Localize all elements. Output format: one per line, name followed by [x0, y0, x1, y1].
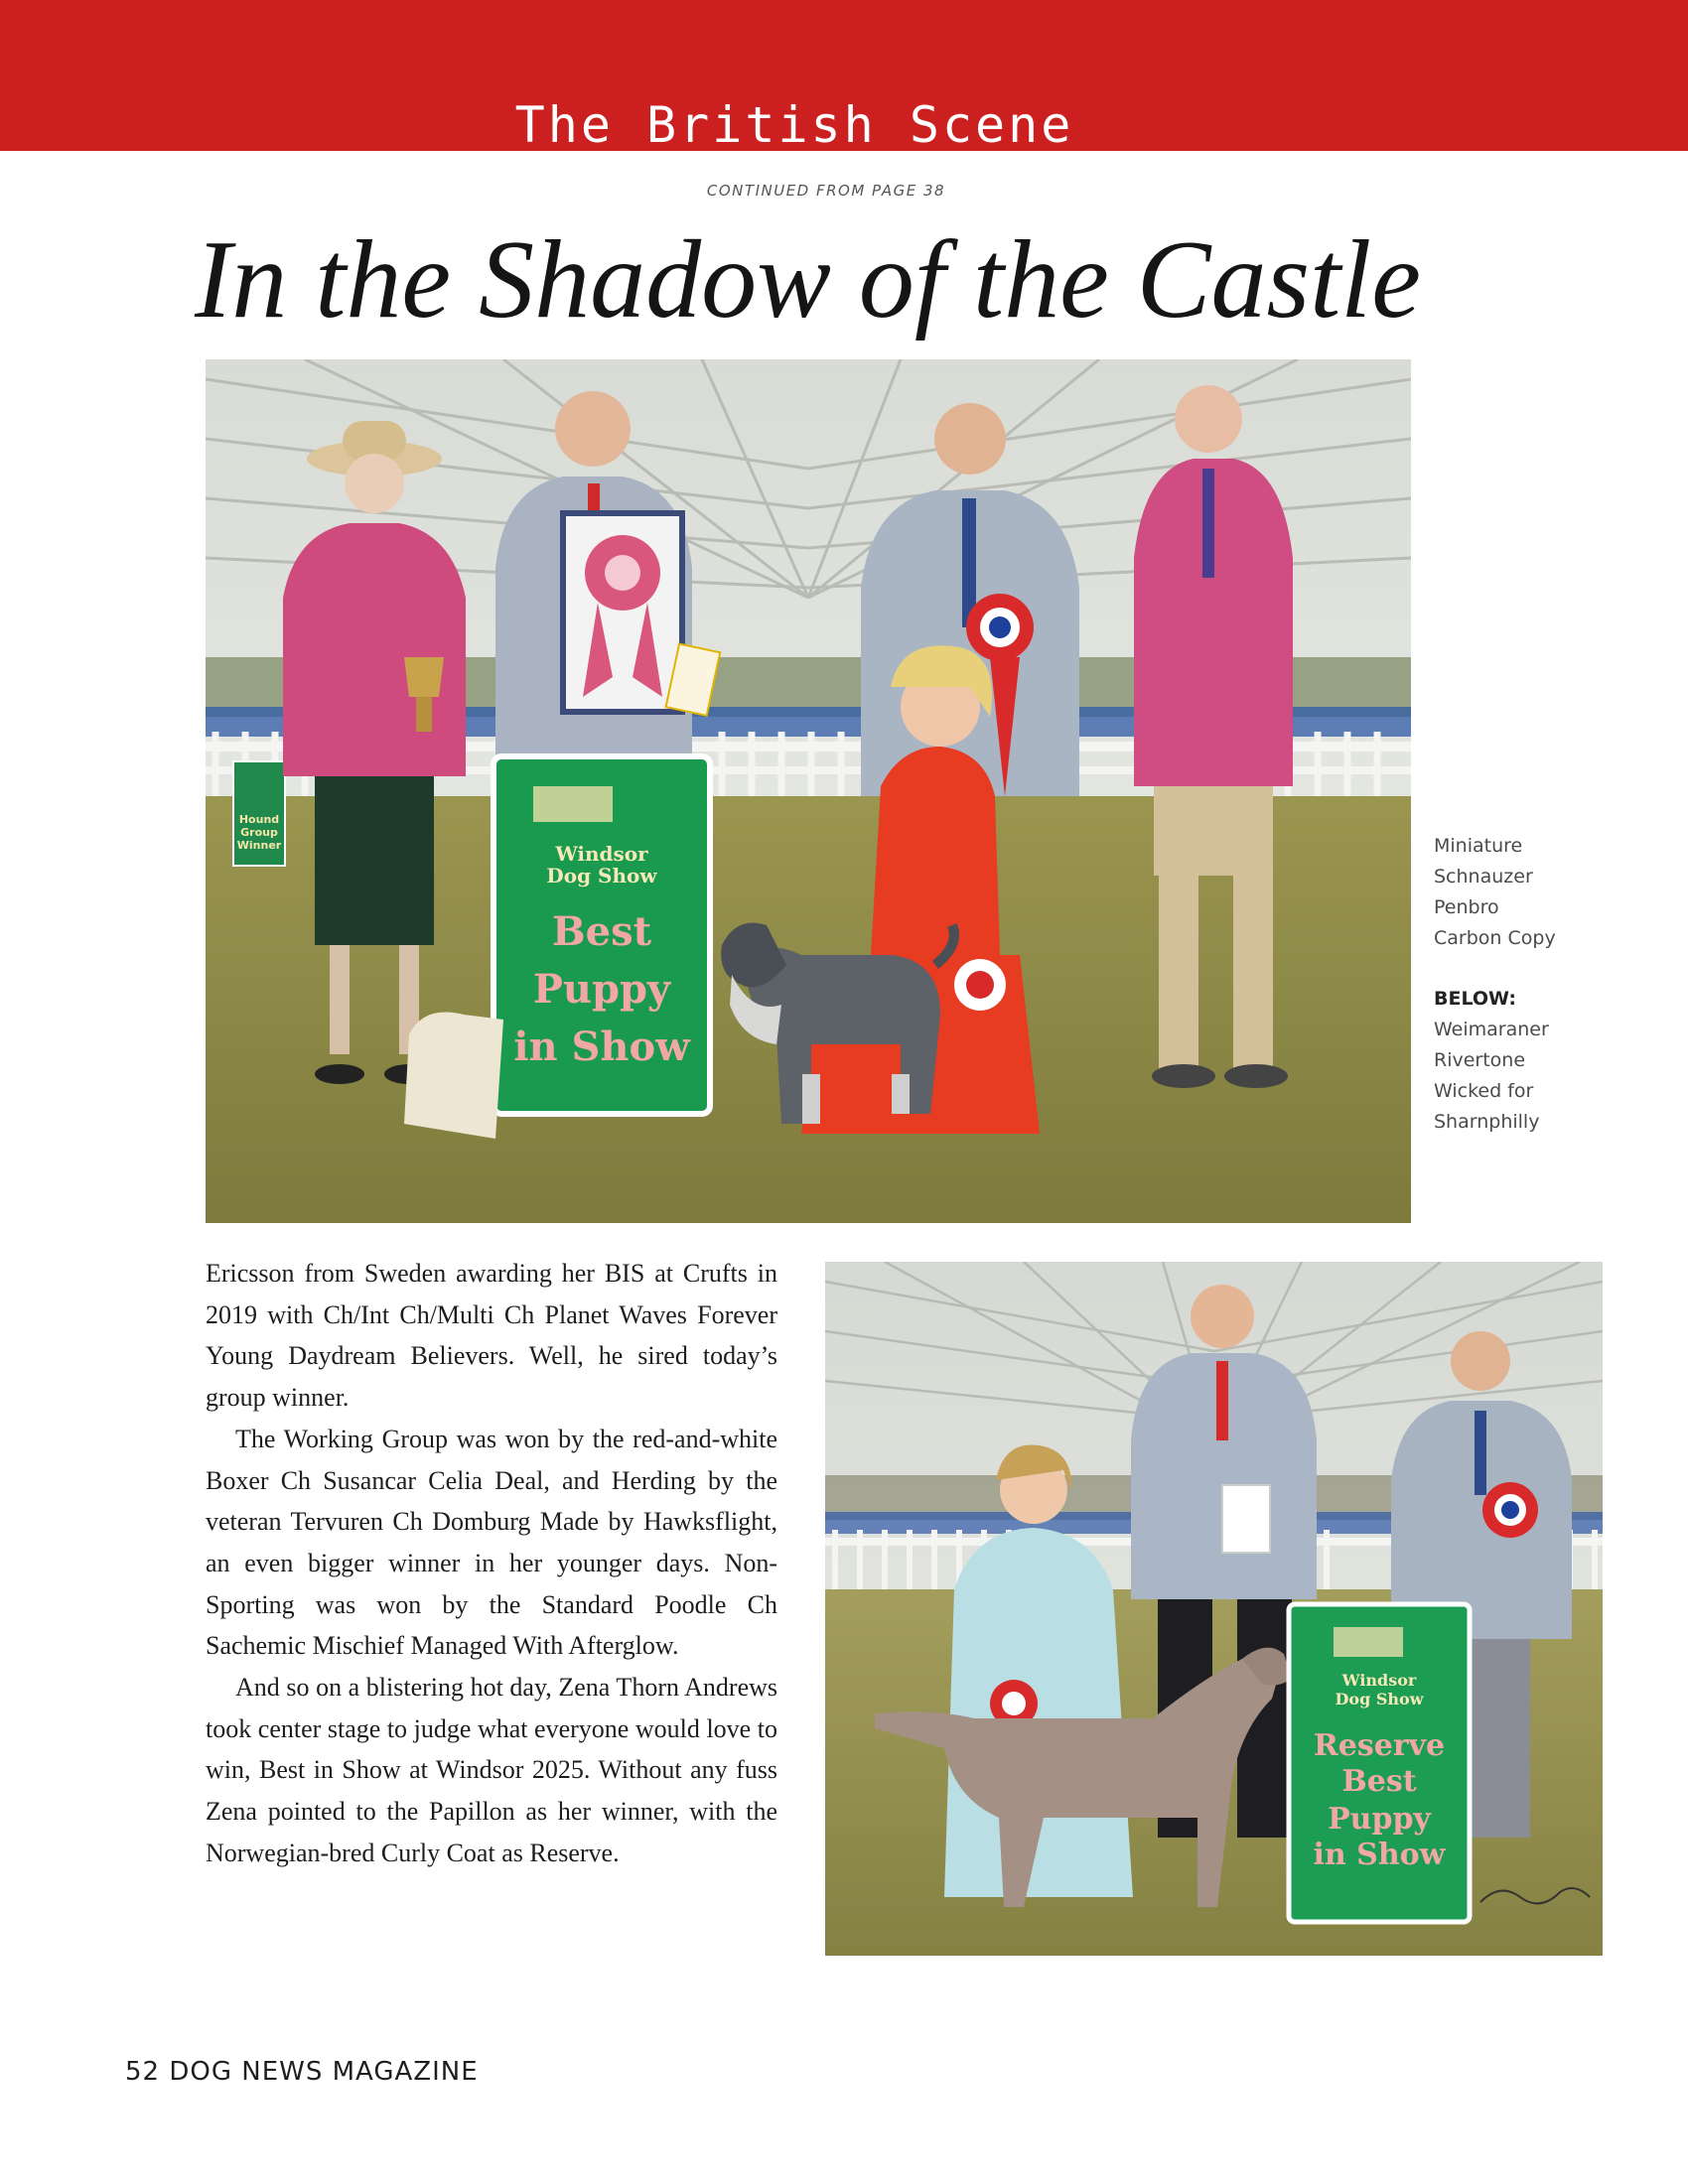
sign-reserve: Reserve	[1313, 1728, 1446, 1763]
sign-dog-show: Dog Show	[546, 864, 657, 887]
sign-puppy: Puppy	[532, 966, 671, 1013]
caption-line: Sharnphilly	[1434, 1111, 1540, 1133]
caption-line: Weimaraner	[1434, 1019, 1549, 1040]
article-paragraph: Ericsson from Sweden awarding her BIS at Crufts in 2019 with Ch/Int Ch/Multi Ch Planet Waves Forever Young Daydream Believers. Well, he sired today’s group winner.	[206, 1259, 777, 1413]
caption-line: Schnauzer	[1434, 866, 1533, 887]
photo-caption	[1434, 831, 1662, 1138]
photo-best-puppy	[206, 359, 1411, 1223]
sign-in-show: in Show	[513, 1024, 690, 1070]
caption-line: Rivertone	[1434, 1049, 1526, 1071]
small-sign-line3: Winner	[236, 839, 282, 852]
article-body	[206, 1253, 777, 1874]
sign-windsor: Windsor	[555, 842, 648, 866]
photo-reserve-best-puppy	[825, 1262, 1603, 1956]
caption-line: Carbon Copy	[1434, 927, 1556, 949]
caption-line: Wicked for	[1434, 1080, 1534, 1102]
continued-note: CONTINUED FROM PAGE 38	[706, 182, 946, 200]
best-puppy-sign	[493, 756, 710, 1114]
caption-below-label: BELOW:	[1434, 988, 1517, 1010]
caption-line: Miniature	[1434, 835, 1523, 857]
page-footer: 52 DOG NEWS MAGAZINE	[125, 2057, 479, 2087]
sign-windsor: Windsor	[1341, 1671, 1417, 1690]
small-sign-line1: Hound	[238, 813, 280, 826]
sign-puppy: Puppy	[1328, 1802, 1431, 1837]
article-paragraph: And so on a blistering hot day, Zena Thorn Andrews took center stage to judge what everyone would love to win, Best in Show at Windsor 2025. Without any fuss Zena pointed to the Papillon as her winner, with the Norwegian-bred Curly Coat as Reserve.	[206, 1673, 777, 1867]
small-sign-line2: Group	[240, 826, 278, 839]
sign-dog-show: Dog Show	[1335, 1690, 1424, 1708]
article-paragraph: The Working Group was won by the red-and-white Boxer Ch Susancar Celia Deal, and Herding by the veteran Tervuren Ch Domburg Made by Hawksflight, an even bigger winner in her younger days. Non-Sporting was won by the Standard Poodle Ch Sachemic Mischief Managed With Afterglow.	[206, 1424, 777, 1661]
section-title: The British Scene	[514, 96, 1074, 154]
headline: In the Shadow of the Castle	[195, 218, 1422, 341]
reserve-best-puppy-sign	[1289, 1604, 1470, 1922]
sign-best: Best	[1341, 1764, 1417, 1799]
sign-best: Best	[551, 908, 652, 955]
sign-in-show: in Show	[1313, 1838, 1446, 1872]
caption-line: Penbro	[1434, 896, 1499, 918]
